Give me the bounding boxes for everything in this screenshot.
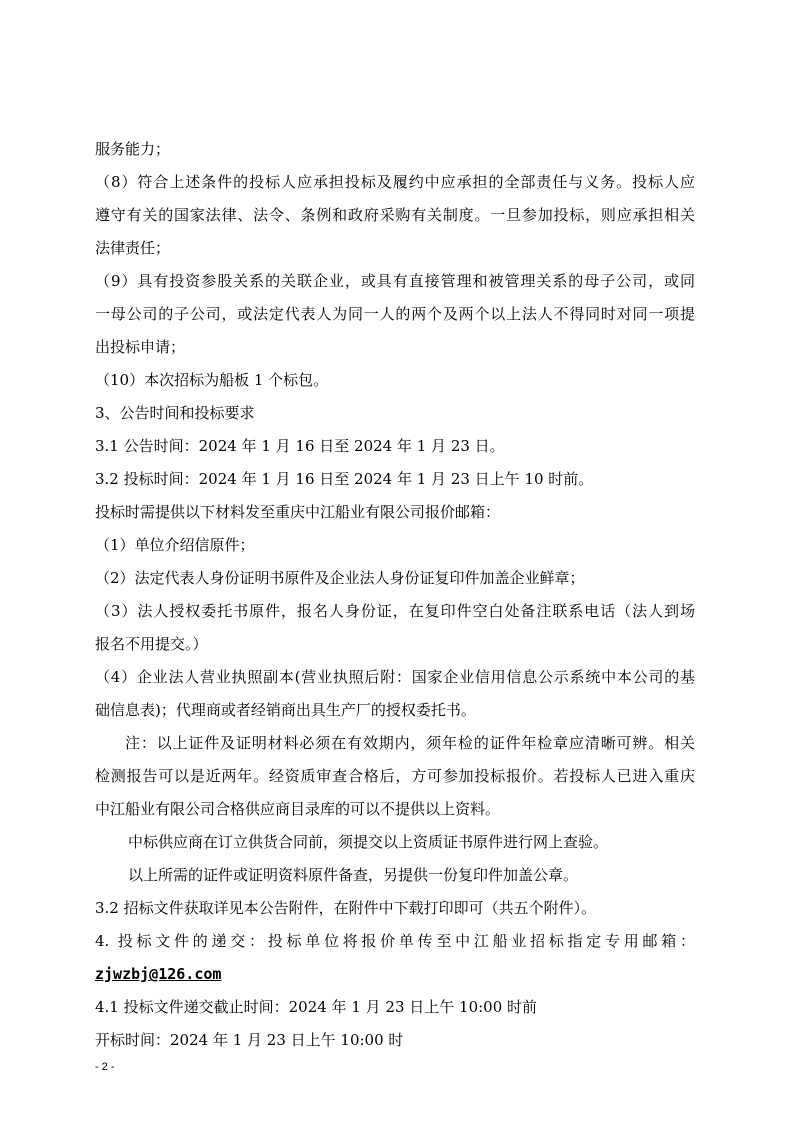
section-heading: 3、公告时间和投标要求 — [95, 404, 255, 422]
list-item: （2）法定代表人身份证明书原件及企业法人身份证复印件加盖企业鲜章； — [95, 569, 585, 587]
text-line: 开标时间：2024 年 1 月 23 日上午 10:00 时 — [95, 1031, 404, 1049]
text-line: 4.1 投标文件递交截止时间：2024 年 1 月 23 日上午 10:00 时前 — [95, 998, 538, 1016]
list-item: （4）企业法人营业执照副本(营业执照后附：国家企业信用信息公示系统中本公司的基 — [95, 668, 695, 686]
note-line: 中江船业有限公司合格供应商目录库的可以不提供以上资料。 — [95, 800, 501, 818]
text-line: 出投标申请； — [95, 338, 186, 356]
text-line: 以上所需的证件或证明资料原件备查，另提供一份复印件加盖公章。 — [128, 866, 579, 884]
text-line: 3.2 投标时间：2024 年 1 月 16 日至 2024 年 1 月 23 日上午 10 时前。 — [95, 470, 594, 488]
text-line: 4. 投标文件的递交：投标单位将报价单传至中江船业招标指定专用邮箱： — [95, 932, 695, 950]
text-line: 础信息表)；代理商或者经销商出具生产厂的授权委托书。 — [95, 701, 476, 719]
list-item: （3）法人授权委托书原件，报名人身份证，在复印件空白处备注联系电话（法人到场 — [95, 602, 695, 620]
text-line: 3.2 招标文件获取详见本公告附件，在附件中下载打印即可（共五个附件）。 — [95, 899, 597, 917]
email-link-line — [95, 965, 221, 983]
text-line: 报名不用提交。） — [95, 635, 208, 653]
text-line: 服务能力； — [95, 140, 171, 158]
page-number: - 2 - — [95, 1061, 115, 1073]
text-line: 3.1 公告时间：2024 年 1 月 16 日至 2024 年 1 月 23 日。 — [95, 437, 505, 455]
note-line: 注：以上证件及证明材料必须在有效期内，须年检的证件年检章应清晰可辨。相关 — [125, 734, 695, 752]
text-line: 投标时需提供以下材料发至重庆中江船业有限公司报价邮箱： — [95, 503, 501, 521]
text-line: （9）具有投资参股关系的关联企业，或具有直接管理和被管理关系的母子公司，或同 — [95, 272, 695, 290]
email-link[interactable]: zjwzbj@126.com — [95, 965, 222, 983]
list-item: （1）单位介绍信原件； — [95, 536, 255, 554]
text-line: （10）本次招标为船板 1 个标包。 — [95, 371, 329, 389]
note-line: 检测报告可以是近两年。经资质审查合格后，方可参加投标报价。若投标人已进入重庆 — [95, 767, 695, 785]
text-line: 遵守有关的国家法律、法令、条例和政府采购有关制度。一旦参加投标，则应承担相关 — [95, 206, 695, 224]
text-line: （8）符合上述条件的投标人应承担投标及履约中应承担的全部责任与义务。投标人应 — [95, 173, 695, 191]
text-line: 中标供应商在订立供货合同前，须提交以上资质证书原件进行网上查验。 — [128, 833, 609, 851]
text-line: 一母公司的子公司，或法定代表人为同一人的两个及两个以上法人不得同时对同一项提 — [95, 305, 695, 323]
text-line: 法律责任； — [95, 239, 171, 257]
